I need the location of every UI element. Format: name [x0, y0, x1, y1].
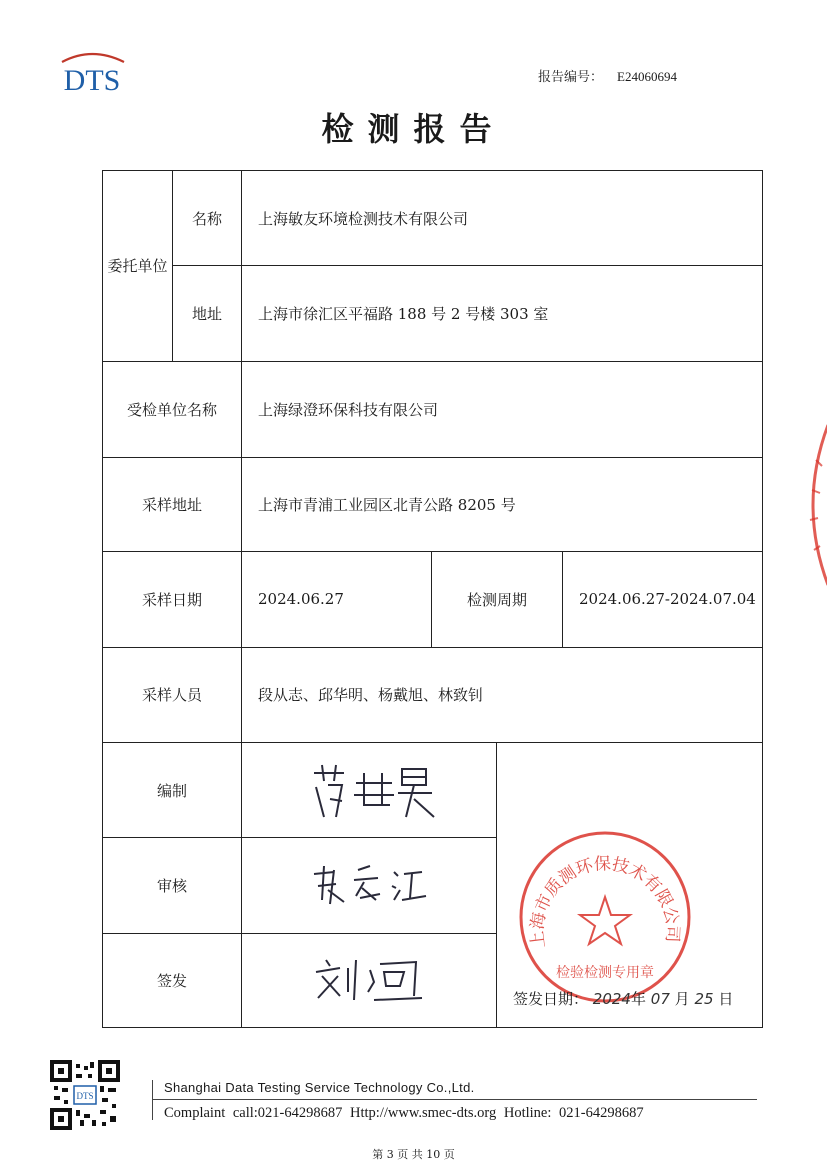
website-link[interactable]: Http://www.smec-dts.org: [350, 1105, 497, 1121]
report-number-value: E24060694: [617, 69, 677, 84]
footer-divider: [152, 1080, 153, 1120]
client-address-label: 地址: [173, 266, 242, 361]
report-number-label: 报告编号：: [538, 70, 604, 85]
official-seal-stamp: [515, 827, 695, 1007]
page-number: 第 3 页 共 10 页: [372, 1148, 455, 1161]
sign-date: [513, 988, 733, 1009]
seal-subtext: 检验检测专用章: [556, 964, 654, 981]
inspected-unit-label: 受检单位名称: [103, 361, 242, 457]
issued-signature-drawing: [304, 952, 434, 1008]
issued-label: 签发: [103, 933, 242, 1027]
footer-rule: [152, 1099, 757, 1100]
prepared-signature-drawing: [294, 755, 444, 825]
partial-seal-stamp: [798, 420, 827, 590]
sampling-staff-label: 采样人员: [103, 647, 242, 742]
prepared-signature: [242, 742, 497, 837]
sampling-date: 2024.06.27: [242, 552, 432, 647]
sign-date-year-unit: 年: [630, 990, 646, 1008]
hotline: Hotline: 021-64298687: [503, 1105, 644, 1121]
test-period: 2024.06.27-2024.07.04: [563, 552, 763, 647]
company-name: Shanghai Data Testing Service Technology Co.,Ltd.: [164, 1080, 475, 1095]
sampling-staff: 段从志、邱华明、杨戴旭、林致钊: [242, 647, 763, 742]
sign-date-year: 2024: [592, 990, 631, 1008]
page-title: 检测报告: [321, 110, 506, 148]
logo-text: DTS: [63, 64, 121, 97]
sign-date-day: 25: [694, 990, 714, 1008]
issued-signature: [242, 933, 497, 1027]
report-number: [538, 66, 677, 85]
client-name-label: 名称: [173, 171, 242, 266]
qr-code: [50, 1060, 120, 1130]
inspected-unit: 上海绿澄环保科技有限公司: [242, 361, 763, 457]
sampling-address-label: 采样地址: [103, 457, 242, 551]
sign-date-month: 07: [650, 990, 670, 1008]
reviewed-signature-drawing: [304, 860, 434, 910]
client-name: 上海敏友环境检测技术有限公司: [242, 171, 763, 266]
seal-area: [497, 742, 763, 1027]
complaint-phone: Complaint call:021-64298687: [164, 1105, 343, 1121]
client-address: 上海市徐汇区平福路 188 号 2 号楼 303 室: [242, 266, 763, 361]
sampling-date-label: 采样日期: [103, 552, 242, 647]
contact-line: [164, 1105, 644, 1122]
test-period-label: 检测周期: [432, 552, 563, 647]
report-info-table: [102, 170, 763, 1028]
svg-text:上海市质测环保技术有限公司: [528, 854, 683, 949]
dts-logo: [52, 48, 132, 98]
seal-text: 上海市质测环保技术有限公司: [527, 854, 683, 949]
sign-date-day-unit: 日: [718, 990, 734, 1008]
sampling-address: 上海市青浦工业园区北青公路 8205 号: [242, 457, 763, 551]
prepared-label: 编制: [103, 742, 242, 837]
reviewed-signature: [242, 838, 497, 933]
sign-date-label: 签发日期：: [513, 990, 589, 1008]
sign-date-month-unit: 月: [674, 990, 690, 1008]
client-group-label: 委托单位: [103, 171, 173, 362]
qr-logo-text: DTS: [76, 1091, 94, 1101]
reviewed-label: 审核: [103, 838, 242, 933]
